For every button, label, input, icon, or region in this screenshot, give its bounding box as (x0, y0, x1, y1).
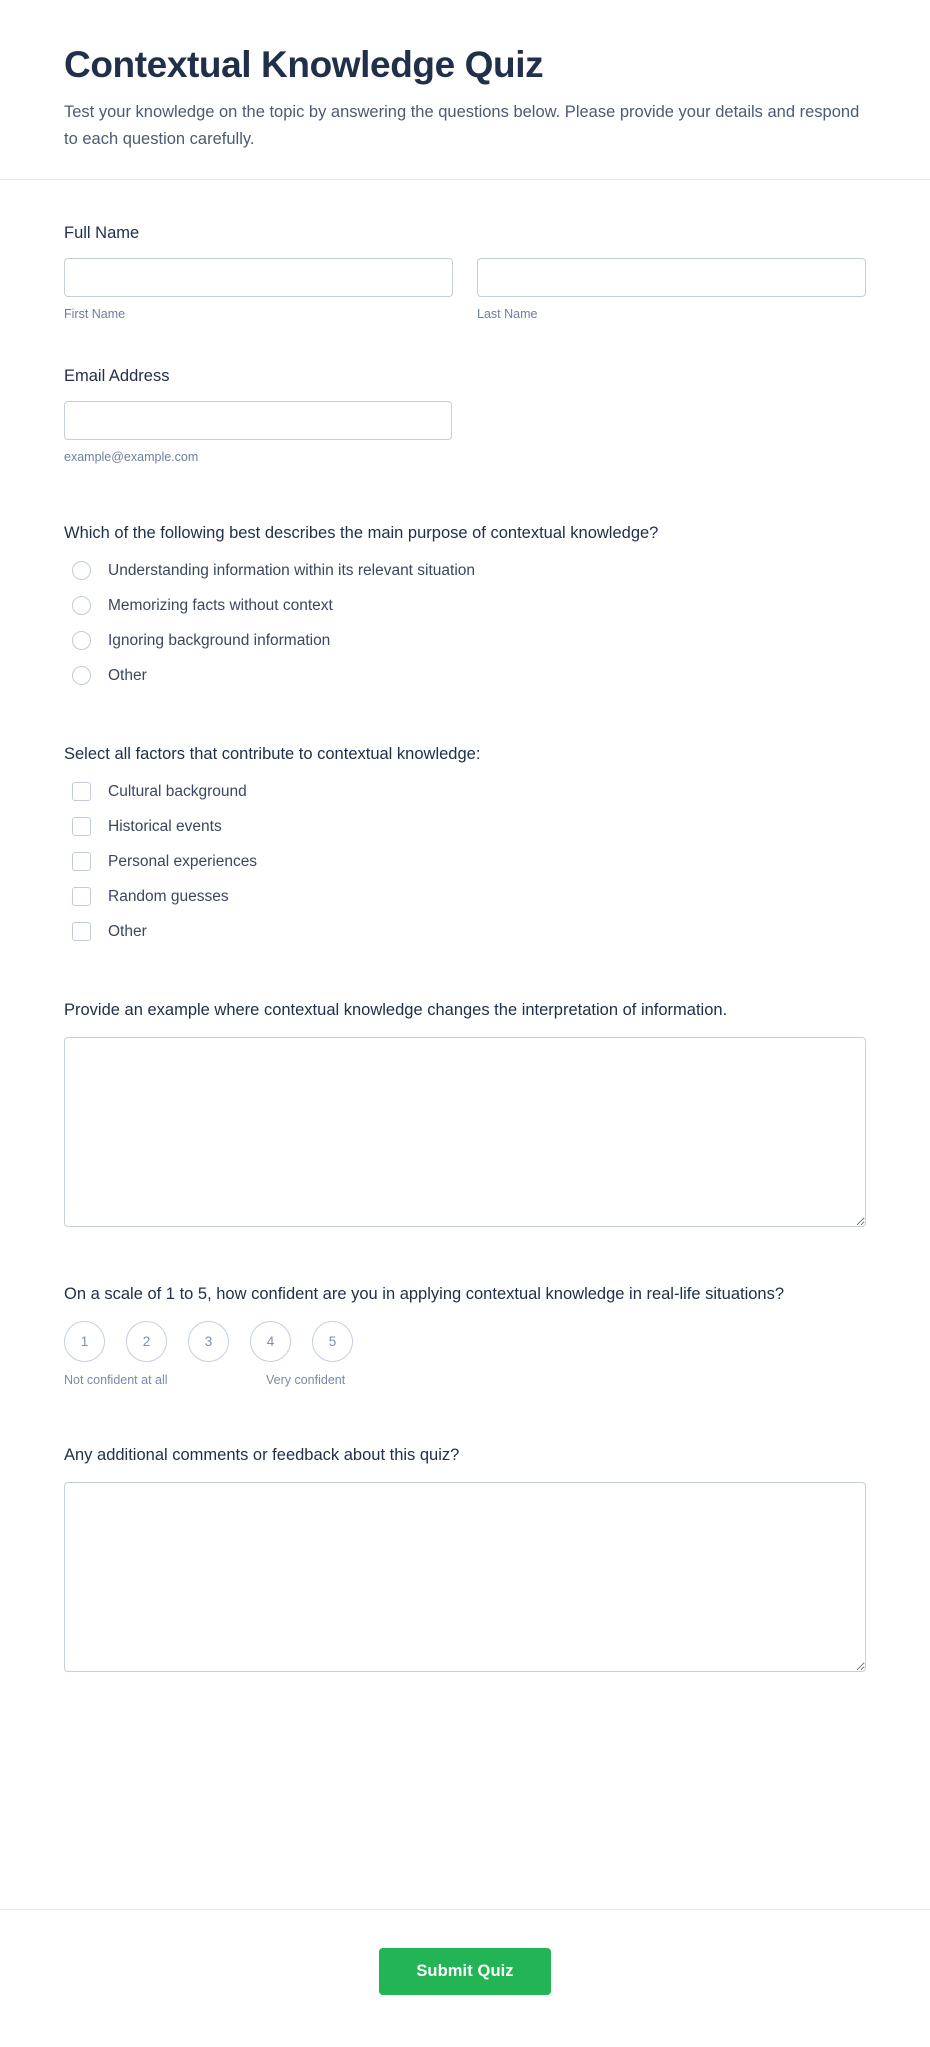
q1-option-3[interactable] (66, 665, 866, 687)
last-name-sublabel: Last Name (477, 306, 538, 321)
q1-option-label: Memorizing facts without context (108, 596, 333, 614)
question-q2 (64, 743, 866, 943)
field-email (64, 365, 866, 466)
checkbox-icon[interactable] (72, 782, 91, 801)
q2-option-3[interactable] (66, 886, 866, 908)
email-input[interactable] (64, 401, 452, 440)
radio-icon[interactable] (72, 631, 91, 650)
spacer (64, 977, 866, 999)
q2-option-label: Random guesses (108, 887, 229, 905)
q1-option-0[interactable] (66, 560, 866, 582)
q3-label: Provide an example where contextual knowledge changes the interpretation of information. (64, 1000, 728, 1019)
form-header (0, 0, 930, 180)
q1-option-2[interactable] (66, 630, 866, 652)
checkbox-icon[interactable] (72, 922, 91, 941)
q2-option-label: Historical events (108, 817, 222, 835)
spacer (64, 357, 866, 365)
q1-radio-group (66, 560, 866, 687)
email-label: Email Address (64, 366, 170, 385)
form-body (0, 180, 930, 1865)
q2-label: Select all factors that contribute to contextual knowledge: (64, 744, 481, 763)
q2-option-label: Personal experiences (108, 852, 258, 870)
email-sublabel: example@example.com (64, 449, 199, 464)
form-footer (0, 1909, 930, 2047)
page-subtitle: Test your knowledge on the topic by answering the questions below. Please provide your details and respond to each question carefully. (64, 103, 860, 149)
q4-scale-option-4[interactable]: 4 (250, 1321, 291, 1362)
q4-scale-option-5[interactable]: 5 (312, 1321, 353, 1362)
last-name-input[interactable] (477, 258, 866, 297)
question-q4 (64, 1283, 866, 1389)
email-column (64, 401, 452, 466)
q2-option-4[interactable] (66, 921, 866, 943)
field-full-name (64, 222, 866, 323)
q4-scale-legend (64, 1372, 866, 1389)
q2-option-2[interactable] (66, 851, 866, 873)
q2-option-0[interactable] (66, 781, 866, 803)
spacer (64, 1422, 866, 1444)
q1-option-label: Other (108, 666, 147, 684)
full-name-row (64, 258, 866, 323)
q4-scale-option-3[interactable]: 3 (188, 1321, 229, 1362)
q2-option-label: Other (108, 922, 147, 940)
q4-scale (64, 1321, 866, 1389)
q4-scale-option-2[interactable]: 2 (126, 1321, 167, 1362)
page-title: Contextual Knowledge Quiz (64, 44, 544, 85)
checkbox-icon[interactable] (72, 852, 91, 871)
question-q3 (64, 999, 866, 1227)
radio-icon[interactable] (72, 596, 91, 615)
question-q1 (64, 522, 866, 687)
first-name-sublabel: First Name (64, 306, 126, 321)
q2-option-1[interactable] (66, 816, 866, 838)
question-q5 (64, 1444, 866, 1672)
spacer (64, 721, 866, 743)
first-name-column (64, 258, 453, 323)
checkbox-icon[interactable] (72, 817, 91, 836)
q1-option-1[interactable] (66, 595, 866, 617)
q3-textarea[interactable] (64, 1037, 866, 1227)
radio-icon[interactable] (72, 666, 91, 685)
q4-label: On a scale of 1 to 5, how confident are you in applying contextual knowledge in real-life situations? (64, 1284, 785, 1303)
q4-low-label: Not confident at all (64, 1372, 168, 1387)
first-name-input[interactable] (64, 258, 453, 297)
q1-option-label: Understanding information within its relevant situation (108, 561, 476, 579)
full-name-label: Full Name (64, 223, 140, 242)
q2-checkbox-group (66, 781, 866, 943)
checkbox-icon[interactable] (72, 887, 91, 906)
submit-quiz-button[interactable]: Submit Quiz (379, 1948, 551, 1995)
q2-option-label: Cultural background (108, 782, 247, 800)
q4-scale-option-1[interactable]: 1 (64, 1321, 105, 1362)
q5-label: Any additional comments or feedback about this quiz? (64, 1446, 460, 1465)
spacer (64, 1261, 866, 1283)
q5-textarea[interactable] (64, 1482, 866, 1672)
last-name-column (477, 258, 866, 323)
radio-icon[interactable] (72, 561, 91, 580)
q4-scale-options (64, 1321, 866, 1362)
q1-option-label: Ignoring background information (108, 631, 331, 649)
q1-label: Which of the following best describes the main purpose of contextual knowledge? (64, 523, 659, 542)
spacer (64, 500, 866, 522)
q4-high-label: Very confident (266, 1372, 346, 1387)
